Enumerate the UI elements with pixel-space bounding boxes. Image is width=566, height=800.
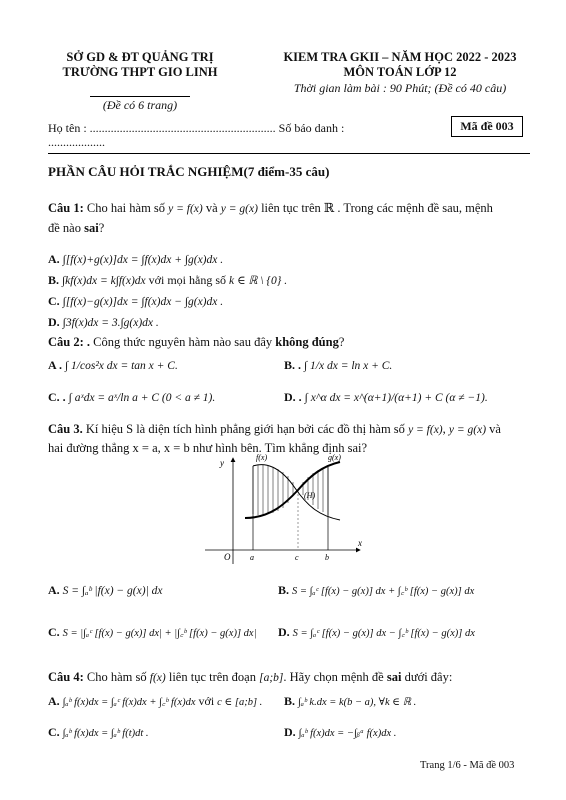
q4-text3: . Hãy chọn mệnh đề <box>283 670 384 684</box>
q3-option-d[interactable] <box>278 625 475 640</box>
fig-x-label: x <box>358 538 362 548</box>
q1-label: Câu 1: <box>48 201 84 215</box>
q4-a-math2: c ∈ [a;b] . <box>217 697 263 708</box>
q1-text3: đề nào <box>48 221 81 235</box>
fig-c: c <box>295 553 299 562</box>
fig-gx-label: g(x) <box>328 453 341 462</box>
q1-option-b[interactable] <box>48 273 287 288</box>
q4-option-a[interactable] <box>48 694 262 709</box>
q3-a-letter: A. <box>48 583 60 597</box>
q2-a-letter: A . <box>48 358 63 372</box>
header-school: TRƯỜNG THPT GIO LINH <box>62 65 218 79</box>
q4-a-math: ∫ₐᵇ f(x)dx = ∫ₐᶜ f(x)dx + ∫꜀ᵇ f(x)dx <box>62 697 196 708</box>
q4-b-math: ∫ₐᵇ k.dx = k(b − a), ∀k ∈ ℝ . <box>298 697 417 708</box>
q2-label: Câu 2: . <box>48 335 91 349</box>
q2-a-math: ∫ 1/cos²x dx = tan x + C. <box>65 360 178 372</box>
header-pages-note: (Đề có 6 trang) <box>102 98 178 112</box>
header-dept: SỞ GD & ĐT QUẢNG TRỊ <box>66 50 214 64</box>
q1-a-math: ∫[f(x)+g(x)]dx = ∫f(x)dx + ∫g(x)dx . <box>62 254 224 266</box>
q3-area-figure <box>200 452 370 570</box>
q4-label: Câu 4: <box>48 670 84 684</box>
q1-g: y = g(x) <box>220 203 258 215</box>
q3-stem <box>48 422 501 437</box>
q1-bold: sai <box>84 221 99 235</box>
q3-b-letter: B. <box>278 583 290 597</box>
q2-b-letter: B. . <box>284 358 302 372</box>
header-rule <box>48 153 530 154</box>
q1-b-math2: k ∈ ℝ \ {0} . <box>229 275 288 287</box>
g-curve <box>245 462 340 518</box>
q3-label: Câu 3. <box>48 422 83 436</box>
q1-c-letter: C. <box>48 294 60 308</box>
q4-text1: Cho hàm số <box>86 670 147 684</box>
q1-f: y = f(x) <box>168 203 203 215</box>
fig-h-label: (H) <box>304 491 316 500</box>
q3-c-math: S = |∫ₐᶜ [f(x) − g(x)] dx| + |∫꜀ᵇ [f(x) − g(x)] dx| <box>62 628 257 639</box>
q4-c-letter: C. <box>48 725 60 739</box>
q1-option-d[interactable] <box>48 315 159 330</box>
q2-option-d[interactable] <box>284 390 488 405</box>
fig-fx-label: f(x) <box>256 453 268 462</box>
q4-a-text: với <box>198 694 215 708</box>
q4-f: f(x) <box>149 672 166 684</box>
q3-option-a[interactable] <box>48 583 162 598</box>
q4-d-letter: D. <box>284 725 296 739</box>
q1-b-math: ∫kf(x)dx = k∫f(x)dx <box>62 275 146 287</box>
q1-a-letter: A. <box>48 252 60 266</box>
q1-text2: liên tục trên ℝ . Trong các mệnh đề sau, mệnh <box>261 201 493 215</box>
q1-b-letter: B. <box>48 273 60 287</box>
q1-text1: Cho hai hàm số <box>86 201 166 215</box>
q1-and: và <box>205 201 218 215</box>
q1-option-a[interactable] <box>48 252 223 267</box>
fig-a: a <box>250 553 254 562</box>
header-divider <box>90 96 190 97</box>
exam-title: KIEM TRA GKII – NĂM HỌC 2022 - 2023 <box>283 50 517 64</box>
q3-c-letter: C. <box>48 625 60 639</box>
q1-b-text: với mọi hằng số <box>148 273 227 287</box>
fig-y-label: y <box>220 458 224 468</box>
q1-d-math: ∫3f(x)dx = 3.∫g(x)dx . <box>62 317 159 329</box>
q2-option-b[interactable] <box>284 358 392 373</box>
q1-d-letter: D. <box>48 315 60 329</box>
q3-text1: Kí hiệu S là diện tích hình phẳng giới hạn bởi các đồ thị hàm số <box>85 422 405 436</box>
q4-interval: [a;b] <box>259 672 284 684</box>
q1-option-c[interactable] <box>48 294 223 309</box>
q1-stem-2 <box>48 221 104 236</box>
q4-c-math: ∫ₐᵇ f(x)dx = ∫ₐᵇ f(t)dt . <box>62 728 149 739</box>
name-field-continuation: ................... <box>48 135 105 149</box>
q2-option-a[interactable] <box>48 358 178 373</box>
q2-c-letter: C. . <box>48 390 66 404</box>
q2-d-math: ∫ x^α dx = x^(α+1)/(α+1) + C (α ≠ −1). <box>304 392 488 404</box>
q4-b-letter: B. <box>284 694 296 708</box>
q4-d-math: ∫ₐᵇ f(x)dx = −∫ᵦᵃ f(x)dx . <box>298 728 397 739</box>
q4-option-b[interactable] <box>284 694 416 709</box>
q3-text2: hai đường thẳng x = a, x = b như hình bên. Tìm khẳng định sai? <box>48 441 368 455</box>
q3-b-math: S = ∫ₐᶜ [f(x) − g(x)] dx + ∫꜀ᵇ [f(x) − g(x)] dx <box>292 586 475 597</box>
fig-origin: O <box>224 552 231 562</box>
q3-d-math: S = ∫ₐᶜ [f(x) − g(x)] dx − ∫꜀ᵇ [f(x) − g(x)] dx <box>292 628 475 639</box>
q3-f: y = f(x) <box>408 424 443 436</box>
section-title: PHẦN CÂU HỎI TRẮC NGHIỆM(7 điểm-35 câu) <box>48 164 330 179</box>
q3-and: và <box>489 422 501 436</box>
q3-option-b[interactable] <box>278 583 474 598</box>
exam-code-box: Mã đề 003 <box>451 116 523 137</box>
q4-option-c[interactable] <box>48 725 149 740</box>
q3-comma: , <box>442 422 446 436</box>
q4-option-d[interactable] <box>284 725 396 740</box>
q2-b-math: ∫ 1/x dx = ln x + C. <box>304 360 393 372</box>
fig-b: b <box>325 553 329 562</box>
q2-d-letter: D. . <box>284 390 302 404</box>
q2-text: Công thức nguyên hàm nào sau đây <box>93 335 273 349</box>
q1-qmark: ? <box>98 221 105 235</box>
q1-c-math: ∫[f(x)−g(x)]dx = ∫f(x)dx − ∫g(x)dx . <box>62 296 224 308</box>
exam-subject: MÔN TOÁN LỚP 12 <box>343 65 457 79</box>
q3-g: y = g(x) <box>448 424 487 436</box>
q4-text2: liên tục trên đoạn <box>168 670 256 684</box>
q2-bold: không đúng <box>275 335 339 349</box>
q2-option-c[interactable] <box>48 390 215 405</box>
q2-stem <box>48 335 344 350</box>
exam-time: Thời gian làm bài : 90 Phút; (Đề có 40 câu) <box>293 81 507 95</box>
name-field-label: Họ tên : .............................................................. Số báo danh : <box>48 121 345 135</box>
q4-a-letter: A. <box>48 694 60 708</box>
q4-bold: sai <box>386 670 402 684</box>
page-footer: Trang 1/6 - Mã đề 003 <box>420 760 515 771</box>
q3-a-math: S = ∫ₐᵇ |f(x) − g(x)| dx <box>62 585 163 597</box>
q1-stem <box>48 200 493 216</box>
q3-option-c[interactable] <box>48 625 256 640</box>
q4-text4: dưới đây: <box>404 670 453 684</box>
q4-stem <box>48 670 452 685</box>
q3-d-letter: D. <box>278 625 290 639</box>
q2-c-math: ∫ aˣdx = aˣ/ln a + C (0 < a ≠ 1). <box>68 392 216 404</box>
q2-qmark: ? <box>338 335 345 349</box>
